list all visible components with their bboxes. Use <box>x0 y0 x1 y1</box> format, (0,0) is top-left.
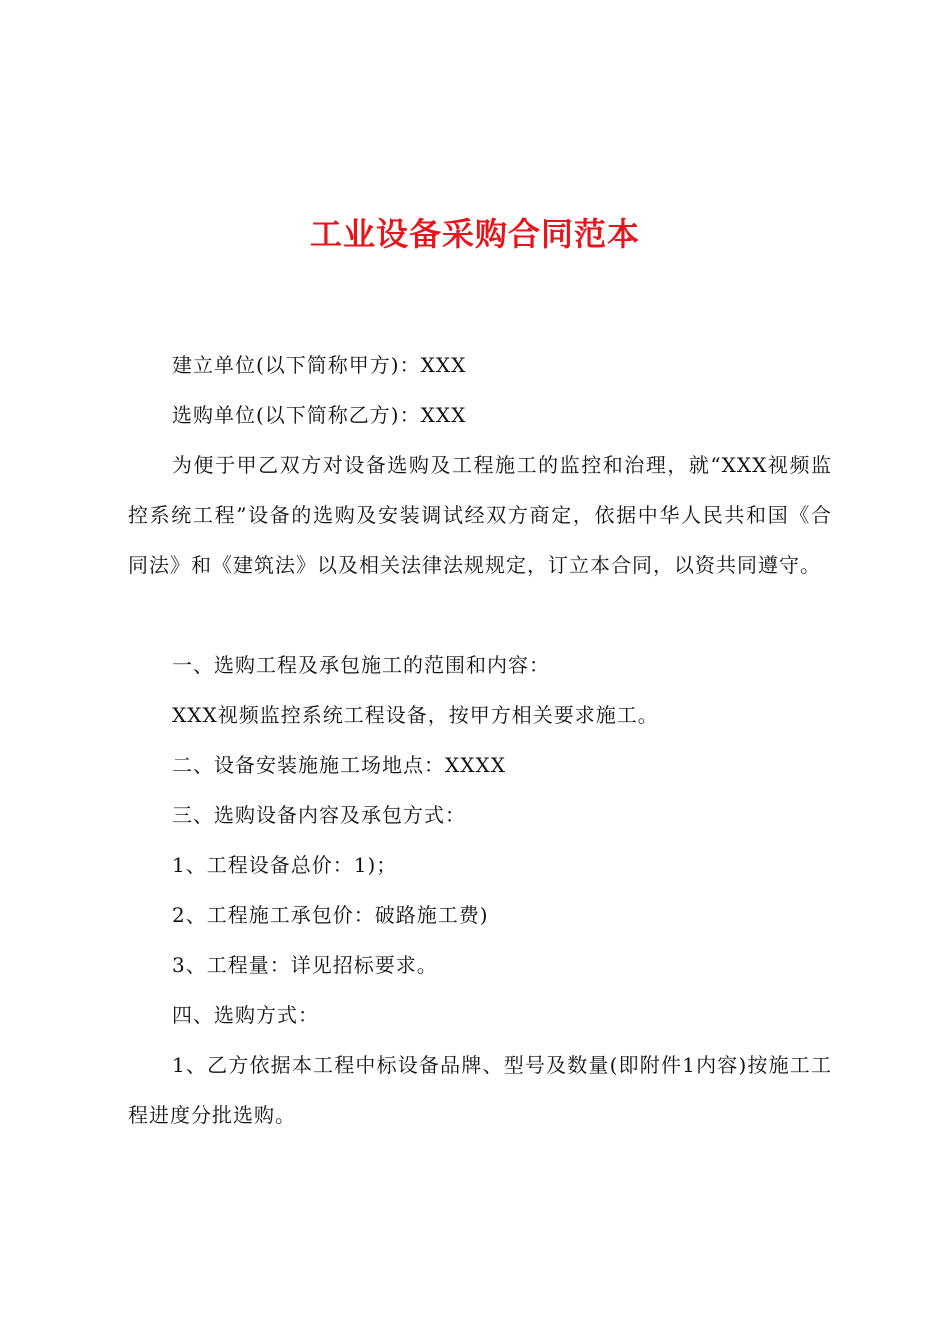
party-a-line: 建立单位(以下简称甲方)：XXX <box>172 353 467 377</box>
section-3-item-2: 2、工程施工承包价：破路施工费) <box>172 903 489 927</box>
section-2-heading: 二、设备安装施施工场地点：XXXX <box>172 753 506 777</box>
section-3-item-1: 1、工程设备总价：1)； <box>172 853 398 877</box>
preamble-paragraph: 为便于甲乙双方对设备选购及工程施工的监控和治理，就“XXX视频监控系统工程”设备的选购及安装调试经双方商定，依据中华人民共和国《合同法》和《建筑法》以及相关法律法规规定，订立本合同，以资共同遵守。 <box>128 453 832 577</box>
section-1-content: XXX视频监控系统工程设备，按甲方相关要求施工。 <box>172 703 659 727</box>
section-4-heading: 四、选购方式： <box>172 1003 319 1027</box>
section-3-heading: 三、选购设备内容及承包方式： <box>172 803 466 827</box>
section-1-heading: 一、选购工程及承包施工的范围和内容： <box>172 653 550 677</box>
document-title: 工业设备采购合同范本 <box>309 215 640 253</box>
party-b-line: 选购单位(以下简称乙方)：XXX <box>172 403 467 427</box>
section-4-item-1: 1、乙方依据本工程中标设备品牌、型号及数量(即附件1内容)按施工工程进度分批选购。 <box>128 1053 832 1127</box>
section-3-item-3: 3、工程量：详见招标要求。 <box>172 953 438 977</box>
